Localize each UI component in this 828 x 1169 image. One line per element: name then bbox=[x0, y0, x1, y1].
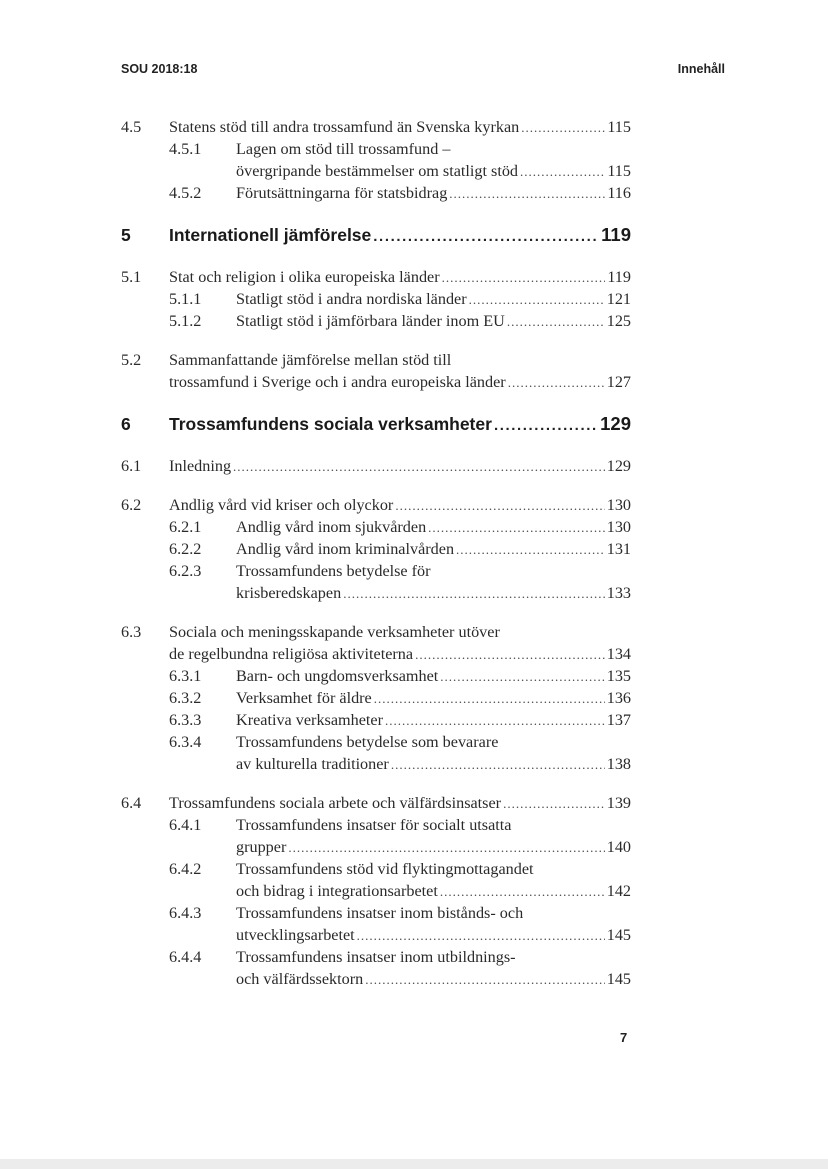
dot-leader bbox=[288, 837, 604, 859]
toc-entry-title: grupper bbox=[236, 838, 287, 856]
toc-entry-number: 4.5.1 bbox=[169, 140, 202, 158]
dot-leader bbox=[395, 495, 604, 517]
toc-entry-number: 6.2.3 bbox=[169, 562, 202, 580]
toc-entry[interactable] bbox=[121, 455, 631, 477]
toc-entry[interactable] bbox=[121, 687, 631, 709]
toc-entry-number: 5 bbox=[121, 225, 131, 245]
table-of-contents bbox=[121, 116, 631, 990]
toc-entry-number: 6.2 bbox=[121, 496, 142, 514]
toc-page-number: 129 bbox=[606, 457, 631, 475]
toc-entry-number: 5.1.2 bbox=[169, 312, 202, 330]
section-gap bbox=[121, 477, 631, 494]
toc-entry[interactable] bbox=[121, 814, 631, 836]
toc-entry-title: Förutsättningarna för statsbidrag bbox=[236, 184, 448, 202]
toc-entry[interactable] bbox=[121, 753, 631, 775]
toc-entry-title: och bidrag i integrationsarbetet bbox=[236, 882, 438, 900]
toc-page-number: 119 bbox=[607, 268, 631, 286]
dot-leader bbox=[373, 223, 599, 251]
toc-entry[interactable] bbox=[121, 792, 631, 814]
dot-leader bbox=[415, 644, 605, 666]
dot-leader bbox=[374, 688, 605, 710]
toc-entry[interactable] bbox=[121, 709, 631, 731]
running-header-left: SOU 2018:18 bbox=[121, 62, 198, 76]
toc-page-number: 136 bbox=[606, 689, 631, 707]
toc-entry-title: Trossamfundens insatser inom utbildnings- bbox=[236, 948, 516, 966]
toc-entry[interactable] bbox=[121, 731, 631, 753]
toc-entry-title: krisberedskapen bbox=[236, 584, 342, 602]
toc-entry-title: trossamfund i Sverige och i andra europeiska länder bbox=[169, 373, 506, 391]
toc-entry-title: av kulturella traditioner bbox=[236, 755, 389, 773]
toc-entry[interactable] bbox=[121, 946, 631, 968]
toc-entry-title: Verksamhet för äldre bbox=[236, 689, 372, 707]
section-gap bbox=[121, 604, 631, 621]
dot-leader bbox=[440, 881, 605, 903]
dot-leader bbox=[520, 161, 605, 183]
toc-entry-number: 6.4 bbox=[121, 794, 142, 812]
toc-entry-title: Andlig vård vid kriser och olyckor bbox=[169, 496, 394, 514]
toc-entry[interactable] bbox=[121, 116, 631, 138]
section-gap bbox=[121, 775, 631, 792]
toc-page-number: 115 bbox=[607, 162, 631, 180]
toc-entry-title: Lagen om stöd till trossamfund – bbox=[236, 140, 451, 158]
toc-page-number: 125 bbox=[606, 312, 631, 330]
dot-leader bbox=[391, 754, 605, 776]
toc-entry-number: 6.3 bbox=[121, 623, 142, 641]
toc-entry[interactable] bbox=[121, 902, 631, 924]
toc-entry-number: 6.4.3 bbox=[169, 904, 202, 922]
toc-page-number: 121 bbox=[606, 290, 631, 308]
section-gap bbox=[121, 249, 631, 266]
toc-entry-number: 5.2 bbox=[121, 351, 142, 369]
toc-entry[interactable] bbox=[121, 266, 631, 288]
toc-entry-title: Kreativa verksamheter bbox=[236, 711, 383, 729]
toc-entry[interactable] bbox=[121, 494, 631, 516]
toc-entry[interactable] bbox=[121, 349, 631, 371]
toc-page-number: 134 bbox=[606, 645, 631, 663]
dot-leader bbox=[440, 666, 604, 688]
toc-entry[interactable] bbox=[121, 560, 631, 582]
toc-chapter[interactable] bbox=[121, 410, 631, 438]
toc-entry-number: 6.4.1 bbox=[169, 816, 202, 834]
toc-entry-title: utvecklingsarbetet bbox=[236, 926, 355, 944]
toc-entry-title: Andlig vård inom sjukvården bbox=[236, 518, 427, 536]
toc-entry-number: 5.1.1 bbox=[169, 290, 202, 308]
page-number: 7 bbox=[620, 1030, 628, 1045]
toc-entry[interactable] bbox=[121, 858, 631, 880]
toc-page-number: 119 bbox=[601, 224, 631, 245]
dot-leader bbox=[343, 583, 605, 605]
toc-entry[interactable] bbox=[121, 138, 631, 160]
dot-leader bbox=[428, 517, 605, 539]
toc-entry[interactable] bbox=[121, 836, 631, 858]
toc-entry-title: Trossamfundens stöd vid flyktingmottagandet bbox=[236, 860, 534, 878]
toc-entry-title: övergripande bestämmelser om statligt stöd bbox=[236, 162, 519, 180]
toc-entry-title: Andlig vård inom kriminalvården bbox=[236, 540, 455, 558]
toc-entry-number: 4.5.2 bbox=[169, 184, 202, 202]
dot-leader bbox=[357, 925, 605, 947]
toc-page-number: 142 bbox=[606, 882, 631, 900]
toc-entry-number: 6.3.2 bbox=[169, 689, 202, 707]
toc-page-number: 127 bbox=[606, 373, 631, 391]
toc-entry[interactable] bbox=[121, 160, 631, 182]
toc-entry-number: 5.1 bbox=[121, 268, 142, 286]
toc-entry-title: och välfärdssektorn bbox=[236, 970, 364, 988]
dot-leader bbox=[442, 267, 606, 289]
toc-entry[interactable] bbox=[121, 582, 631, 604]
toc-entry-title: Trossamfundens sociala arbete och välfärdsinsatser bbox=[169, 794, 502, 812]
toc-entry-title: Statens stöd till andra trossamfund än Svenska kyrkan bbox=[169, 118, 520, 136]
toc-entry-number: 4.5 bbox=[121, 118, 142, 136]
toc-entry-title: Statligt stöd i andra nordiska länder bbox=[236, 290, 467, 308]
toc-page-number: 139 bbox=[606, 794, 631, 812]
toc-page-number: 140 bbox=[606, 838, 631, 856]
toc-entry-number: 6.2.1 bbox=[169, 518, 202, 536]
toc-entry[interactable] bbox=[121, 665, 631, 687]
toc-page-number: 137 bbox=[606, 711, 631, 729]
toc-page-number: 130 bbox=[606, 518, 631, 536]
toc-entry[interactable] bbox=[121, 288, 631, 310]
dot-leader bbox=[385, 710, 605, 732]
section-gap bbox=[121, 438, 631, 455]
dot-leader bbox=[233, 456, 605, 478]
toc-entry-title: Trossamfundens insatser för socialt utsatta bbox=[236, 816, 512, 834]
toc-page-number: 131 bbox=[606, 540, 631, 558]
dot-leader bbox=[449, 183, 605, 205]
toc-entry[interactable] bbox=[121, 968, 631, 990]
dot-leader bbox=[521, 117, 605, 139]
toc-entry[interactable] bbox=[121, 924, 631, 946]
running-header-right: Innehåll bbox=[677, 62, 725, 76]
toc-page-number: 133 bbox=[606, 584, 631, 602]
toc-entry-title: Internationell jämförelse bbox=[169, 225, 372, 245]
toc-entry-number: 6 bbox=[121, 414, 131, 434]
toc-entry[interactable] bbox=[121, 643, 631, 665]
toc-entry-number: 6.4.2 bbox=[169, 860, 202, 878]
toc-entry[interactable] bbox=[121, 371, 631, 393]
toc-entry-title: Trossamfundens sociala verksamheter bbox=[169, 414, 492, 434]
toc-entry-title: Trossamfundens betydelse för bbox=[236, 562, 431, 580]
toc-page-number: 145 bbox=[606, 926, 631, 944]
toc-entry[interactable] bbox=[121, 538, 631, 560]
dot-leader bbox=[469, 289, 605, 311]
toc-entry-title: Inledning bbox=[169, 457, 232, 475]
dot-leader bbox=[456, 539, 605, 561]
toc-entry-title: Barn- och ungdomsverksamhet bbox=[236, 667, 439, 685]
toc-chapter[interactable] bbox=[121, 221, 631, 249]
dot-leader bbox=[507, 311, 605, 333]
toc-page-number: 130 bbox=[606, 496, 631, 514]
toc-page-number: 116 bbox=[607, 184, 631, 202]
toc-entry[interactable] bbox=[121, 182, 631, 204]
toc-entry-title: Statligt stöd i jämförbara länder inom EU bbox=[236, 312, 505, 330]
toc-entry-number: 6.3.4 bbox=[169, 733, 202, 751]
toc-entry-number: 6.2.2 bbox=[169, 540, 202, 558]
toc-entry[interactable] bbox=[121, 516, 631, 538]
toc-entry-number: 6.3.3 bbox=[169, 711, 202, 729]
dot-leader bbox=[508, 372, 605, 394]
toc-entry[interactable] bbox=[121, 621, 631, 643]
toc-entry[interactable] bbox=[121, 880, 631, 902]
section-gap bbox=[121, 393, 631, 410]
toc-page-number: 145 bbox=[606, 970, 631, 988]
toc-entry[interactable] bbox=[121, 310, 631, 332]
toc-page-number: 129 bbox=[600, 413, 631, 434]
section-gap bbox=[121, 204, 631, 221]
toc-entry-title: Sociala och meningsskapande verksamheter utöver bbox=[169, 623, 500, 641]
toc-entry-title: de regelbundna religiösa aktiviteterna bbox=[169, 645, 414, 663]
scan-edge bbox=[0, 1159, 828, 1169]
toc-entry-title: Trossamfundens insatser inom bistånds- och bbox=[236, 904, 524, 922]
dot-leader bbox=[503, 793, 605, 815]
toc-entry-title: Trossamfundens betydelse som bevarare bbox=[236, 733, 499, 751]
dot-leader bbox=[365, 969, 605, 991]
toc-page-number: 135 bbox=[606, 667, 631, 685]
toc-entry-title: Stat och religion i olika europeiska länder bbox=[169, 268, 440, 286]
section-gap bbox=[121, 332, 631, 349]
toc-page-number: 138 bbox=[606, 755, 631, 773]
toc-entry-number: 6.1 bbox=[121, 457, 142, 475]
toc-entry-title: Sammanfattande jämförelse mellan stöd till bbox=[169, 351, 452, 369]
toc-entry-number: 6.4.4 bbox=[169, 948, 202, 966]
toc-entry-number: 6.3.1 bbox=[169, 667, 202, 685]
dot-leader bbox=[494, 412, 598, 440]
toc-page-number: 115 bbox=[607, 118, 631, 136]
